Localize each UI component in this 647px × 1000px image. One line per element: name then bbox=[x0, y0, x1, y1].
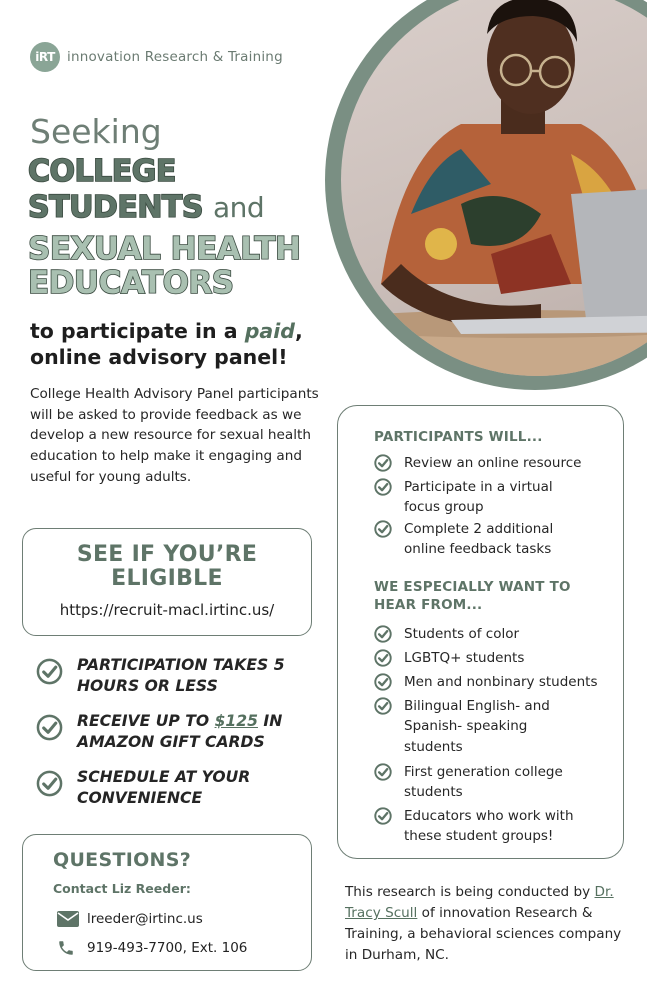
envelope-icon bbox=[57, 911, 79, 927]
audience-item bbox=[374, 762, 579, 803]
participant-task-text: Complete 2 additional online feedback tasks bbox=[404, 521, 554, 558]
participant-task-text: Review an online resource bbox=[404, 455, 582, 471]
participant-task-text: Participate in a virtual focus group bbox=[404, 479, 553, 516]
benefit-gift-post: IN AMAZON GIFT CARDS bbox=[77, 712, 283, 751]
questions-box bbox=[22, 834, 312, 971]
check-circle-icon bbox=[36, 770, 63, 797]
audience-item bbox=[374, 624, 619, 644]
benefit-time bbox=[36, 655, 312, 696]
check-circle-icon bbox=[374, 454, 392, 472]
participant-task bbox=[374, 453, 619, 473]
headline-college: COLLEGE bbox=[28, 154, 176, 189]
audience-item-text: Men and nonbinary students bbox=[404, 674, 598, 690]
questions-title: QUESTIONS? bbox=[53, 849, 192, 871]
benefit-gift-cards bbox=[36, 711, 312, 752]
audience-item-text: Students of color bbox=[404, 626, 520, 642]
check-circle-icon bbox=[374, 520, 392, 538]
headline-seeking: Seeking bbox=[30, 112, 162, 151]
participant-task bbox=[374, 477, 564, 518]
logo-mark: iRT bbox=[30, 42, 60, 72]
check-circle-icon bbox=[36, 714, 63, 741]
benefit-time-text: PARTICIPATION TAKES 5 HOURS OR LESS bbox=[77, 656, 285, 695]
subheadline bbox=[30, 318, 330, 370]
headline-students-line bbox=[28, 190, 265, 225]
phone-icon bbox=[57, 939, 75, 957]
audience-item bbox=[374, 696, 564, 757]
eligibility-title-line1: SEE IF YOU’RE bbox=[76, 542, 258, 567]
headline-sexual-health: SEXUAL HEALTH bbox=[28, 231, 301, 267]
check-circle-icon bbox=[36, 658, 63, 685]
check-circle-icon bbox=[374, 649, 392, 667]
contact-phone[interactable]: 919-493-7700, Ext. 106 bbox=[87, 940, 248, 956]
eligibility-title-line2: ELIGIBLE bbox=[111, 566, 223, 592]
footer-pre: This research is being conducted by bbox=[345, 884, 595, 900]
audience-heading: WE ESPECIALLY WANT TO HEAR FROM... bbox=[374, 579, 571, 614]
check-circle-icon bbox=[374, 807, 392, 825]
headline-and: and bbox=[212, 191, 265, 224]
researcher-link[interactable]: Dr. Tracy Scull bbox=[345, 884, 614, 922]
contact-name: Contact Liz Reeder: bbox=[53, 881, 191, 896]
audience-item bbox=[374, 806, 589, 847]
audience-item-text: Bilingual English- and Spanish- speaking students bbox=[404, 698, 550, 755]
logo-text: innovation Research & Training bbox=[67, 49, 283, 65]
benefit-schedule bbox=[36, 767, 312, 808]
headline-students: STUDENTS bbox=[28, 190, 204, 225]
panel-description: College Health Advisory Panel participants will be asked to provide feedback as we develop a new resource for sexual health education to help make it engaging and useful for young adults. bbox=[30, 386, 319, 485]
email-row[interactable] bbox=[57, 911, 203, 927]
eligibility-title bbox=[23, 543, 311, 591]
research-credit bbox=[345, 882, 627, 966]
audience-item-text: LGBTQ+ students bbox=[404, 650, 525, 666]
benefit-gift-pre: RECEIVE UP TO bbox=[77, 712, 215, 730]
participants-heading: PARTICIPANTS WILL... bbox=[374, 429, 543, 445]
check-circle-icon bbox=[374, 625, 392, 643]
subhead-part1: to participate in a bbox=[30, 319, 245, 343]
audience-item bbox=[374, 648, 619, 668]
phone-row[interactable] bbox=[57, 939, 247, 957]
subhead-line2: online advisory panel! bbox=[30, 345, 288, 370]
benefit-schedule-text: SCHEDULE AT YOUR CONVENIENCE bbox=[77, 768, 251, 807]
participant-task bbox=[374, 519, 569, 560]
check-circle-icon bbox=[374, 673, 392, 691]
brand-logo bbox=[30, 42, 283, 72]
subhead-comma: , bbox=[294, 319, 303, 343]
benefit-gift-amount: $125 bbox=[214, 712, 258, 730]
audience-item-text: Educators who work with these student groups! bbox=[404, 808, 574, 845]
participants-box bbox=[337, 405, 624, 859]
check-circle-icon bbox=[374, 478, 392, 496]
check-circle-icon bbox=[374, 763, 392, 781]
audience-item-text: First generation college students bbox=[404, 764, 563, 801]
headline-educators: EDUCATORS bbox=[28, 265, 234, 301]
eligibility-box bbox=[22, 528, 312, 636]
subhead-paid: paid bbox=[244, 319, 295, 343]
audience-item bbox=[374, 672, 619, 692]
check-circle-icon bbox=[374, 697, 392, 715]
benefit-gift-cards-text bbox=[77, 711, 312, 752]
eligibility-url-link[interactable]: https://recruit-macl.irtinc.us/ bbox=[59, 601, 275, 620]
contact-email[interactable]: lreeder@irtinc.us bbox=[87, 911, 203, 927]
footer-post: of innovation Research & Training, a behavioral sciences company in Durham, NC. bbox=[345, 905, 622, 964]
